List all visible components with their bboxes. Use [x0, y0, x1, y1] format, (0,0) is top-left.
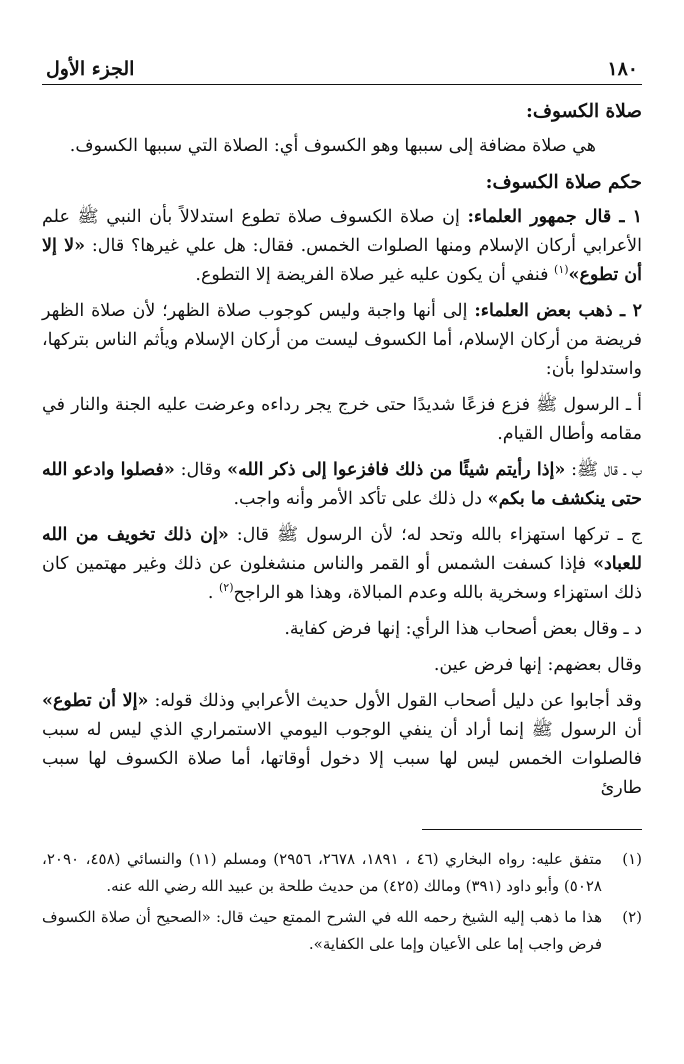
footnote-2-number: (٢): [622, 908, 642, 926]
footnotes: [42, 846, 642, 958]
page-header: [42, 58, 642, 84]
evidence-b-text-c: دل ذلك على تأكد الأمر وأنه واجب.: [233, 489, 488, 509]
response-text-b: أن الرسول ﷺ إنما أراد أن ينفي الوجوب اليومي الاستمراري الذي ليس له سبب فالصلوات الخمس ليس لها سبب إلا دخول أوقاتها، أما صلاة الكسوف لها سبب طارئ: [42, 720, 642, 798]
opinion-1-quote: «لا إلا أن تطوع»: [42, 236, 642, 285]
evidence-e: وقال بعضهم: إنها فرض عين.: [433, 655, 642, 675]
evidence-c-text-a: ج ـ تركها استهزاء بالله وتحد له؛ لأن الرسول ﷺ قال:: [228, 525, 642, 545]
footnote-ref-2: (٢): [219, 581, 234, 595]
evidence-b: [42, 456, 642, 514]
evidence-c: [42, 521, 642, 608]
evidence-a: أ ـ الرسول ﷺ فزع فزعًا شديدًا حتى خرج يجر رداءه وعرضت عليه الجنة والنار في مقامه وأطال القيام.: [42, 395, 642, 444]
definition-paragraph: هي صلاة مضافة إلى سببها وهو الكسوف أي: الصلاة التي سببها الكسوف.: [69, 136, 596, 156]
volume-label: الجزء الأول: [46, 58, 135, 80]
opinion-1-paragraph: [42, 203, 642, 290]
response-paragraph: [42, 687, 642, 803]
opinion-2-paragraph: [42, 297, 642, 384]
response-quote: «إلا أن تطوع»: [42, 691, 149, 711]
opinion-1-lead: ١ ـ قال جمهور العلماء:: [467, 207, 642, 227]
footnote-separator: [422, 829, 642, 830]
page-number: ١٨٠: [607, 58, 638, 80]
evidence-b-text-a: ب ـ قال ﷺ:: [565, 460, 642, 480]
evidence-d: د ـ وقال بعض أصحاب هذا الرأي: إنها فرض كفاية.: [284, 619, 642, 639]
footnote-1-text: متفق عليه: رواه البخاري (٤٦ ، ١٨٩١، ٢٦٧٨، ٢٩٥٦) ومسلم (١١) والنسائي (٤٥٨، ٢٠٩٠، ٥٠٢٨) وأبو داود (٣٩١) ومالك (٤٢٥) من حديث طلحة بن عبيد الله رضي الله عنه.: [42, 850, 603, 895]
opinion-1-text-a: إن صلاة الكسوف صلاة تطوع استدلالاً بأن النبي ﷺ علم الأعرابي أركان الإسلام ومنها الصلوات الخمس. فقال: هل علي غيرها؟ قال:: [42, 207, 642, 256]
footnote-2-text: هذا ما ذهب إليه الشيخ رحمه الله في الشرح الممتع حيث قال: «الصحيح أن صلاة الكسوف فرض واجب إما على الأعيان وإما على الكفاية».: [42, 908, 602, 953]
opinion-2-lead: ٢ ـ ذهب بعض العلماء:: [474, 301, 642, 321]
evidence-c-quote: «إن ذلك تخويف من الله للعباد»: [42, 525, 642, 574]
evidence-c-text-b: فإذا كسفت الشمس أو القمر والناس منشغلون عن ذلك وغير مهتمين كان ذلك استهزاء وسخرية بالله وعدم المبالاة، وهذا هو الراجح: [42, 554, 642, 603]
footnote-1-number: (١): [622, 850, 642, 868]
section-title: صلاة الكسوف:: [526, 101, 642, 122]
evidence-b-quote-2: «فصلوا وادعو الله حتى ينكشف ما بكم»: [42, 460, 642, 509]
opinion-1-text-b: فنفي أن يكون عليه غير صلاة الفريضة إلا التطوع.: [195, 265, 555, 285]
footnote-1: [42, 846, 642, 900]
evidence-c-text-c: .: [207, 583, 219, 603]
evidence-b-quote-1: «إذا رأيتم شيئًا من ذلك فافزعوا إلى ذكر الله»: [227, 460, 566, 480]
opinion-2-text: إلى أنها واجبة وليس كوجوب صلاة الظهر؛ لأن صلاة الظهر فريضة من أركان الإسلام، أما الكسوف ليست من أركان الإسلام ويأثم الناس بتركها، واستدلوا بأن:: [42, 301, 642, 379]
main-text: [42, 97, 642, 803]
header-rule: [42, 84, 642, 85]
footnote-2: [42, 904, 642, 958]
ruling-title: حكم صلاة الكسوف:: [485, 172, 642, 193]
evidence-b-text-b: وقال:: [174, 460, 228, 480]
footnote-ref-1: (١): [554, 263, 569, 277]
response-text-a: وقد أجابوا عن دليل أصحاب القول الأول حديث الأعرابي وذلك قوله:: [148, 691, 642, 711]
